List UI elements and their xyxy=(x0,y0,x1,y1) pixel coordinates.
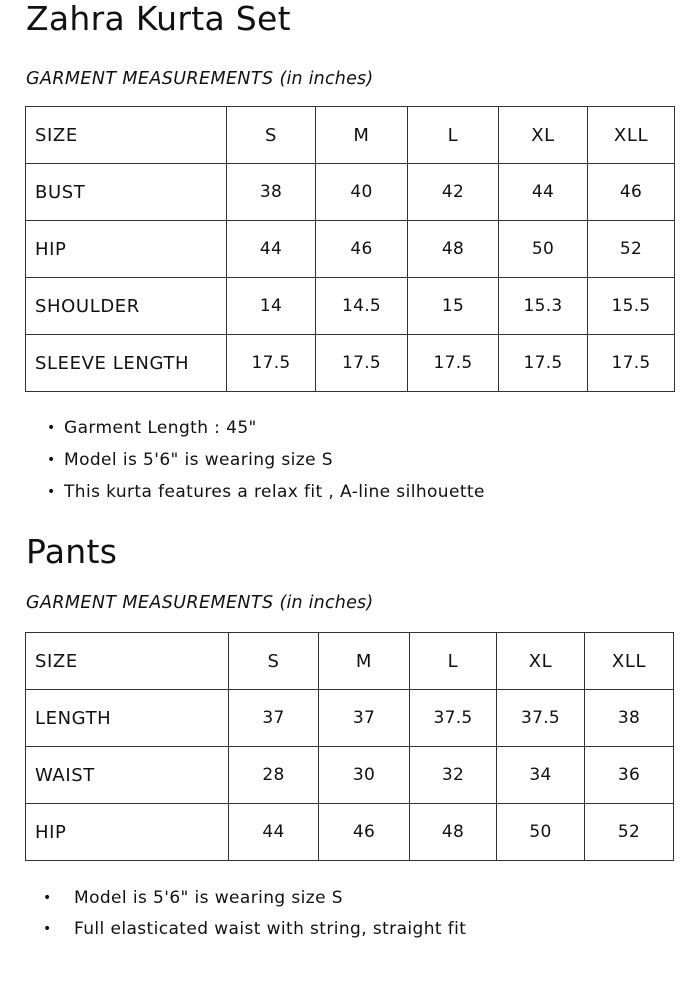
measurement-value: 52 xyxy=(585,804,674,861)
kurta-header-row xyxy=(26,107,675,164)
pants-measurements-heading xyxy=(26,592,373,614)
table-row xyxy=(26,278,675,335)
measurement-value: 42 xyxy=(408,164,499,221)
measurement-value: 46 xyxy=(319,804,410,861)
table-row xyxy=(26,335,675,392)
kurta-measurements-heading xyxy=(26,68,373,90)
measurement-value: 48 xyxy=(410,804,497,861)
measurement-value: 37 xyxy=(319,690,410,747)
measurement-value: 40 xyxy=(316,164,408,221)
note-item: • This kurta features a relax fit , A-line silhouette xyxy=(64,480,485,512)
measurement-value: 50 xyxy=(497,804,585,861)
table-row xyxy=(26,164,675,221)
kurta-notes-list xyxy=(64,416,485,512)
size-column-header: XLL xyxy=(588,107,675,164)
size-header-cell: SIZE xyxy=(26,633,229,690)
size-column-header: L xyxy=(408,107,499,164)
measurement-label: BUST xyxy=(26,164,227,221)
size-column-header: M xyxy=(319,633,410,690)
measurement-value: 36 xyxy=(585,747,674,804)
measurement-label: HIP xyxy=(26,221,227,278)
measurement-value: 15.3 xyxy=(499,278,588,335)
size-column-header: XLL xyxy=(585,633,674,690)
size-column-header: XL xyxy=(499,107,588,164)
measurement-value: 38 xyxy=(585,690,674,747)
measurement-value: 17.5 xyxy=(227,335,316,392)
table-row xyxy=(26,747,674,804)
kurta-size-table xyxy=(25,106,675,392)
measurement-label: HIP xyxy=(26,804,229,861)
measurement-label: SHOULDER xyxy=(26,278,227,335)
pants-notes-list xyxy=(74,886,466,948)
measurement-label: WAIST xyxy=(26,747,229,804)
pants-measurements-label: GARMENT MEASUREMENTS xyxy=(26,593,274,613)
measurement-value: 48 xyxy=(408,221,499,278)
measurement-value: 17.5 xyxy=(408,335,499,392)
measurement-value: 34 xyxy=(497,747,585,804)
measurement-value: 50 xyxy=(499,221,588,278)
measurement-value: 44 xyxy=(499,164,588,221)
size-column-header: L xyxy=(410,633,497,690)
measurement-value: 38 xyxy=(227,164,316,221)
pants-title: Pants xyxy=(26,532,118,571)
measurement-value: 14 xyxy=(227,278,316,335)
pants-size-table xyxy=(25,632,674,861)
measurement-value: 37.5 xyxy=(410,690,497,747)
measurement-value: 52 xyxy=(588,221,675,278)
measurement-value: 37.5 xyxy=(497,690,585,747)
pants-units-note: (in inches) xyxy=(279,593,374,613)
kurta-title: Zahra Kurta Set xyxy=(26,0,291,38)
measurement-value: 14.5 xyxy=(316,278,408,335)
table-row xyxy=(26,690,674,747)
measurement-value: 37 xyxy=(229,690,319,747)
measurement-label: LENGTH xyxy=(26,690,229,747)
measurement-value: 44 xyxy=(227,221,316,278)
measurement-value: 17.5 xyxy=(588,335,675,392)
measurement-value: 17.5 xyxy=(316,335,408,392)
size-column-header: S xyxy=(229,633,319,690)
pants-header-row xyxy=(26,633,674,690)
measurement-value: 30 xyxy=(319,747,410,804)
measurement-value: 32 xyxy=(410,747,497,804)
size-column-header: XL xyxy=(497,633,585,690)
measurement-label: SLEEVE LENGTH xyxy=(26,335,227,392)
note-item: • Full elasticated waist with string, straight fit xyxy=(74,917,466,948)
measurement-value: 44 xyxy=(229,804,319,861)
measurement-value: 15 xyxy=(408,278,499,335)
measurement-value: 17.5 xyxy=(499,335,588,392)
note-item: • Model is 5'6" is wearing size S xyxy=(74,886,466,917)
table-row xyxy=(26,221,675,278)
measurement-value: 46 xyxy=(316,221,408,278)
measurement-value: 15.5 xyxy=(588,278,675,335)
measurement-value: 46 xyxy=(588,164,675,221)
measurement-value: 28 xyxy=(229,747,319,804)
note-item: • Garment Length : 45" xyxy=(64,416,485,448)
size-header-cell: SIZE xyxy=(26,107,227,164)
kurta-units-note: (in inches) xyxy=(279,69,374,89)
table-row xyxy=(26,804,674,861)
size-column-header: S xyxy=(227,107,316,164)
kurta-measurements-label: GARMENT MEASUREMENTS xyxy=(26,69,274,89)
size-column-header: M xyxy=(316,107,408,164)
note-item: • Model is 5'6" is wearing size S xyxy=(64,448,485,480)
